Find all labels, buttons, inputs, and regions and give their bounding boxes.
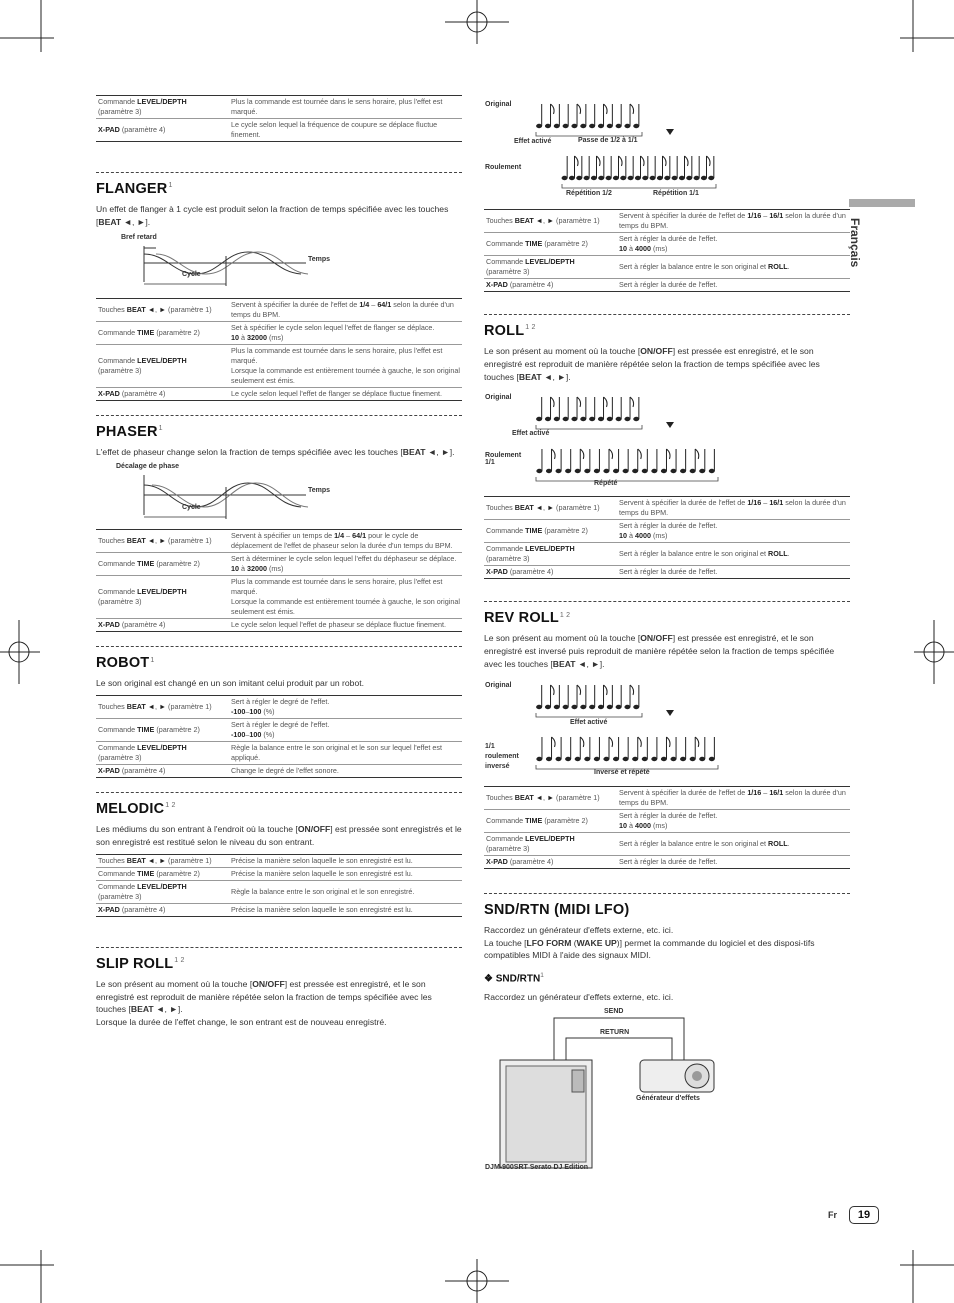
flanger-wave (96, 234, 462, 292)
note-glyph (642, 449, 648, 473)
param-control: Commande LEVEL/DEPTH (paramètre 3) (484, 832, 613, 855)
melodic-param-table (96, 854, 462, 917)
slip-roll-section (96, 947, 462, 972)
param-row (96, 96, 462, 119)
param-description: Règle la balance entre le son original et le son enregistré. (225, 880, 462, 903)
note-glyph (556, 449, 562, 473)
param-description: Sert à régler la durée de l'effet. 10 à 4000 (ms) (613, 520, 850, 543)
param-control: Touches BEAT ◄, ► (paramètre 1) (96, 696, 225, 719)
note-glyph (624, 397, 633, 421)
snd-rtn-section (484, 893, 850, 918)
note-glyph (624, 104, 633, 128)
note-glyph (594, 737, 600, 761)
note-glyph (584, 737, 590, 761)
param-description: Set à spécifier le cycle selon lequel l'effet de flanger se déplace. 10 à 32000 (ms) (225, 321, 462, 344)
param-description: Plus la commande est tournée dans le sens horaire, plus l'effet est marqué. Lorsque la commande est entièrement tournée à gauche, le son original seulement est émis. (225, 576, 462, 619)
note-glyph (694, 156, 700, 180)
note-glyph (606, 156, 612, 180)
note-glyph (563, 104, 569, 128)
note-glyph (679, 156, 688, 180)
rev-fig-original: Original (485, 681, 512, 689)
param-row (484, 279, 850, 292)
note-glyph (650, 156, 656, 180)
flanger-fig-label: Bref retard (121, 233, 157, 241)
robot-section (96, 646, 462, 671)
note-glyph (699, 737, 705, 761)
note-glyph (661, 449, 670, 473)
note-glyph (701, 156, 710, 180)
note-glyph (575, 449, 584, 473)
melodic-text: Les médiums du son entrant à l'endroit où la touche [ON/OFF] est pressée sont enregistrés et le son enregistré est restitué selon le niveau du son entrant. (96, 824, 462, 847)
snd-rtn-subhead: ❖ SND/RTN$^1$ (484, 972, 544, 985)
flanger-diagram (96, 234, 462, 292)
param-control: X-PAD (paramètre 4) (96, 387, 225, 400)
param-control: Commande LEVEL/DEPTH (paramètre 3) (96, 576, 225, 619)
rev-fig-roulement: 1/1 roulement inversé (485, 742, 519, 770)
param-description: Plus la commande est tournée dans le sens horaire, plus l'effet est marqué. Lorsque la commande est entièrement tournée à gauche, le son original seulement est émis. (225, 344, 462, 387)
note-glyph (565, 449, 571, 473)
note-glyph (594, 449, 600, 473)
param-control: Commande TIME (paramètre 2) (484, 233, 613, 256)
note-glyph (709, 737, 715, 761)
roll-title: $ROLL^{1 2}$ (484, 323, 536, 339)
note-glyph (633, 685, 639, 709)
param-row (96, 553, 462, 576)
param-description: Le cycle selon lequel l'effet de phaseur se déplace fluctue finement. (225, 619, 462, 632)
note-glyph (607, 397, 613, 421)
generator-label: Générateur d'effets (636, 1095, 700, 1103)
note-glyph (651, 449, 657, 473)
note-glyph (584, 449, 590, 473)
roll-fig-repete: Répété (594, 480, 618, 488)
param-description: Précise la manière selon laquelle le son enregistré est lu. (225, 854, 462, 867)
param-control: Commande TIME (paramètre 2) (96, 321, 225, 344)
param-description: Sert à régler la balance entre le son original et ROLL. (613, 543, 850, 566)
note-glyph (598, 104, 607, 128)
note-glyph (670, 449, 676, 473)
note-glyph (613, 737, 619, 761)
note-glyph (589, 685, 595, 709)
note-glyph (651, 737, 657, 761)
note-bracket (536, 765, 718, 769)
param-row (96, 619, 462, 632)
param-description: Précise la manière selon laquelle le son enregistré est lu. (225, 903, 462, 916)
param-row (96, 854, 462, 867)
phaser-text: L'effet de phaseur change selon la fraction de temps spécifiée avec les touches [BEAT ◄, ►]. (96, 446, 455, 457)
note-glyph (607, 685, 613, 709)
slip-roll-text: Le son présent au moment où la touche [ON/OFF] est pressée est enregistré, et le son enregistré est reproduit de manière répétée selon la fraction de temps spécifiée avec les touches [BEAT ◄, ►]. Lorsque la durée de l'effet change, le son entrant est de nouveau enregistré. (96, 978, 432, 1028)
param-row (96, 298, 462, 321)
send-label: SEND (604, 1008, 624, 1016)
slip-fig-rep11: Répétition 1/1 (653, 190, 699, 197)
note-glyph (624, 685, 633, 709)
param-row (96, 880, 462, 903)
note-glyph (580, 397, 586, 421)
phaser-param-table (96, 529, 462, 632)
slip-fig-passe: Passe de 1/2 à 1/1 (578, 137, 638, 144)
note-glyph (589, 104, 595, 128)
note-glyph (536, 397, 542, 421)
note-glyph (563, 685, 569, 709)
flanger-section (96, 172, 462, 197)
param-description: Change le degré de l'effet sonore. (225, 765, 462, 778)
mixer-device (500, 1060, 592, 1168)
snd-rtn-diagram (484, 1008, 850, 1178)
top-param-table (96, 95, 462, 142)
note-glyph (571, 397, 580, 421)
note-bracket (536, 425, 642, 429)
roll-fig-original: Original (485, 394, 512, 402)
note-glyph (635, 156, 644, 180)
roll-section (484, 314, 850, 339)
roll-text: Le son présent au moment où la touche [ON/OFF] est pressée est enregistré, et le son enregistré est reproduit de manière répétée selon la fraction de temps spécifiée avec les touches [BEAT ◄, ►]. (484, 346, 820, 382)
language-tab-bar (849, 199, 915, 207)
rev-roll-section (484, 601, 850, 626)
note-glyph (563, 397, 569, 421)
note-glyph (623, 449, 629, 473)
param-control: Commande LEVEL/DEPTH (paramètre 3) (96, 344, 225, 387)
page-number: 19 (849, 1206, 879, 1224)
phaser-fig-label: Décalage de phase (116, 463, 180, 471)
note-glyph (613, 449, 619, 473)
slip-param-table (484, 209, 850, 292)
left-column (96, 95, 462, 1034)
param-description: Sert à régler la balance entre le son original et ROLL. (613, 832, 850, 855)
rev-roll-param-table (484, 786, 850, 869)
roll-fig-roulement: Roulement 1/1 (485, 452, 522, 467)
note-bracket (536, 132, 642, 136)
param-row (484, 210, 850, 233)
note-glyph (709, 449, 715, 473)
param-control: Touches BEAT ◄, ► (paramètre 1) (484, 497, 613, 520)
param-control: X-PAD (paramètre 4) (96, 765, 225, 778)
param-row (96, 344, 462, 387)
note-glyph (661, 737, 670, 761)
snd-rtn-text: Raccordez un générateur d'effets externe, etc. ici. La touche [LFO FORM (WAKE UP)] permet la commande du logiciel et des disposi-tifs compatibles MIDI à l'aide des signaux MIDI. (484, 924, 815, 961)
param-description: Sert à régler la durée de l'effet. (613, 279, 850, 292)
note-glyph (536, 104, 542, 128)
param-row (96, 867, 462, 880)
note-glyph (589, 397, 595, 421)
note-glyph (603, 449, 612, 473)
note-glyph (603, 737, 612, 761)
param-control: Commande TIME (paramètre 2) (484, 520, 613, 543)
note-glyph (545, 397, 554, 421)
param-row (484, 809, 850, 832)
param-description: Sert à régler le degré de l'effet. -100–100 (%) (225, 696, 462, 719)
down-arrow-icon (666, 710, 674, 716)
param-row (96, 742, 462, 765)
note-glyph (642, 737, 648, 761)
param-description: Sert à régler le degré de l'effet. -100–100 (%) (225, 719, 462, 742)
slip-fig-roulement: Roulement (485, 164, 522, 171)
param-control: Commande LEVEL/DEPTH (paramètre 3) (96, 96, 225, 119)
param-description: Règle la balance entre le son original et le son sur lequel l'effet est appliqué. (225, 742, 462, 765)
note-bracket (536, 713, 642, 717)
slip-fig-original: Original (485, 101, 512, 108)
note-glyph (690, 449, 699, 473)
note-glyph (580, 685, 586, 709)
note-glyph (628, 156, 634, 180)
footer-language: Fr (828, 1210, 837, 1220)
note-glyph (613, 156, 622, 180)
note-glyph (598, 685, 607, 709)
param-description: Sert à régler la durée de l'effet. 10 à 4000 (ms) (613, 809, 850, 832)
phaser-wave (96, 463, 462, 525)
param-control: Commande TIME (paramètre 2) (96, 553, 225, 576)
param-description: Plus la commande est tournée dans le sens horaire, plus l'effet est marqué. (225, 96, 462, 119)
param-control: Commande TIME (paramètre 2) (484, 809, 613, 832)
param-description: Servent à spécifier la durée de l'effet de 1/16 – 16/1 selon la durée d'un temps du BPM. (613, 786, 850, 809)
param-control: Commande LEVEL/DEPTH (paramètre 3) (484, 256, 613, 279)
slip-roll-title: SLIP $ROLL^{1 2}$ (96, 955, 185, 972)
param-control: X-PAD (paramètre 4) (484, 279, 613, 292)
note-glyph (546, 449, 555, 473)
flanger-text: Un effet de flanger à 1 cycle est produit selon la fraction de temps spécifiée avec les touches [BEAT ◄, ►]. (96, 204, 449, 227)
param-control: X-PAD (paramètre 4) (96, 619, 225, 632)
robot-text: Le son original est changé en un son imitant celui produit par un robot. (96, 678, 365, 689)
mixer-label: DJM-900SRT Serato DJ Edition (485, 1164, 589, 1172)
phaser-diagram (96, 463, 462, 525)
flanger-title: FLANGER$^1$ (96, 181, 173, 197)
param-row (96, 387, 462, 400)
phaser-fig-cycle: Cycle (182, 504, 201, 512)
note-glyph (546, 737, 555, 761)
param-row (484, 786, 850, 809)
note-glyph (545, 104, 554, 128)
note-glyph (569, 156, 578, 180)
param-row (96, 530, 462, 553)
note-glyph (584, 156, 590, 180)
param-control: Touches BEAT ◄, ► (paramètre 1) (96, 854, 225, 867)
param-control: Commande LEVEL/DEPTH (paramètre 3) (96, 742, 225, 765)
roll-diagram (484, 388, 850, 492)
connection-diagram (484, 1008, 850, 1178)
param-row (484, 520, 850, 543)
param-description: Sert à régler la balance entre le son original et ROLL. (613, 256, 850, 279)
param-control: Commande TIME (paramètre 2) (96, 719, 225, 742)
param-control: Commande LEVEL/DEPTH (paramètre 3) (96, 880, 225, 903)
note-glyph (575, 737, 584, 761)
note-glyph (580, 104, 586, 128)
param-row (96, 765, 462, 778)
phaser-fig-time: Temps (308, 487, 331, 495)
note-glyph (632, 449, 641, 473)
note-glyph (616, 397, 622, 421)
param-row (96, 119, 462, 142)
param-description: Précise la manière selon laquelle le son enregistré est lu. (225, 867, 462, 880)
note-glyph (632, 737, 641, 761)
rev-roll-notes (484, 676, 850, 782)
note-glyph (623, 737, 629, 761)
param-control: Touches BEAT ◄, ► (paramètre 1) (484, 786, 613, 809)
param-row (484, 256, 850, 279)
rev-roll-title: REV $ROLL^{1 2}$ (484, 610, 571, 627)
language-tab-label: Français (848, 218, 862, 268)
note-glyph (598, 397, 607, 421)
note-glyph (657, 156, 666, 180)
snd-rtn-title: SND/RTN (MIDI LFO) (484, 901, 630, 918)
note-glyph (680, 449, 686, 473)
param-control: X-PAD (paramètre 4) (96, 903, 225, 916)
param-description: Sert à régler la durée de l'effet. (613, 855, 850, 868)
flanger-param-table (96, 298, 462, 401)
roll-param-table (484, 496, 850, 579)
right-column (484, 95, 850, 1178)
note-glyph (536, 685, 542, 709)
note-glyph (616, 104, 622, 128)
melodic-section (96, 792, 462, 817)
param-row (484, 497, 850, 520)
flanger-fig-time: Temps (308, 255, 331, 263)
param-row (96, 696, 462, 719)
phaser-title: PHASER$^1$ (96, 423, 163, 440)
note-glyph (556, 737, 562, 761)
roll-notes (484, 388, 850, 492)
down-arrow-icon (666, 129, 674, 135)
param-description: Servent à spécifier la durée de l'effet de 1/16 – 16/1 selon la durée d'un temps du BPM. (613, 497, 850, 520)
note-glyph (554, 397, 560, 421)
param-description: Servent à spécifier un temps de 1/4 – 64/1 pour le cycle de déplacement de l'effet de phaseur selon la durée d'un temps du BPM. (225, 530, 462, 553)
param-description: Le cycle selon lequel l'effet de flanger se déplace fluctue finement. (225, 387, 462, 400)
param-row (484, 566, 850, 579)
param-row (484, 233, 850, 256)
note-glyph (670, 737, 676, 761)
param-row (484, 543, 850, 566)
param-row (484, 855, 850, 868)
rev-fig-inverse: Inversé et répété (594, 768, 650, 776)
note-glyph (571, 685, 580, 709)
param-control: Commande LEVEL/DEPTH (paramètre 3) (484, 543, 613, 566)
flanger-fig-cycle: Cycle (182, 270, 201, 278)
param-control: Commande TIME (paramètre 2) (96, 867, 225, 880)
note-glyph (633, 397, 639, 421)
note-glyph (554, 685, 560, 709)
rev-roll-text: Le son présent au moment où la touche [ON/OFF] est pressée est enregistré, et le son enregistré est inversé puis reproduit de manière répétée selon la fraction de temps spécifiée avec les touches [BEAT ◄, ►]. (484, 633, 835, 669)
robot-title: ROBOT$^1$ (96, 655, 155, 672)
note-bracket (536, 477, 718, 481)
param-row (96, 903, 462, 916)
param-row (96, 576, 462, 619)
note-glyph (616, 685, 622, 709)
param-control: X-PAD (paramètre 4) (484, 566, 613, 579)
param-description: Servent à spécifier la durée de l'effet de 1/16 – 16/1 selon la durée d'un temps du BPM. (613, 210, 850, 233)
note-glyph (633, 104, 639, 128)
slip-roll-diagram (484, 95, 850, 203)
note-glyph (571, 104, 580, 128)
param-row (96, 719, 462, 742)
param-description: Sert à régler la durée de l'effet. (613, 566, 850, 579)
slip-notes (484, 95, 850, 203)
note-glyph (536, 737, 542, 761)
note-glyph (672, 156, 678, 180)
note-glyph (699, 449, 705, 473)
note-glyph (554, 104, 560, 128)
note-glyph (545, 685, 554, 709)
param-row (96, 321, 462, 344)
return-label: RETURN (600, 1029, 630, 1037)
param-control: X-PAD (paramètre 4) (484, 855, 613, 868)
note-glyph (607, 104, 613, 128)
note-glyph (690, 737, 699, 761)
effects-generator-device (640, 1060, 714, 1092)
slip-fig-rep12: Répétition 1/2 (566, 190, 612, 197)
rev-fig-effet: Effet activé (570, 718, 608, 726)
note-glyph (562, 156, 568, 180)
param-control: Touches BEAT ◄, ► (paramètre 1) (484, 210, 613, 233)
snd-rtn-subtext: Raccordez un générateur d'effets externe, etc. ici. (484, 991, 674, 1002)
param-control: Touches BEAT ◄, ► (paramètre 1) (96, 530, 225, 553)
melodic-title: $MELODIC^{1 2}$ (96, 801, 176, 818)
down-arrow-icon (666, 422, 674, 428)
param-control: Touches BEAT ◄, ► (paramètre 1) (96, 298, 225, 321)
robot-param-table (96, 695, 462, 778)
slip-fig-effet: Effet activé (514, 138, 552, 145)
param-description: Servent à spécifier la durée de l'effet de 1/4 – 64/1 selon la durée d'un temps du BPM. (225, 298, 462, 321)
param-description: Sert à déterminer le cycle selon lequel l'effet du déphaseur se déplace. 10 à 32000 (ms) (225, 553, 462, 576)
param-row (484, 832, 850, 855)
roll-fig-effet: Effet activé (512, 430, 550, 438)
param-control: X-PAD (paramètre 4) (96, 119, 225, 142)
param-description: Le cycle selon lequel la fréquence de coupure se déplace fluctue finement. (225, 119, 462, 142)
phaser-section (96, 415, 462, 440)
param-description: Sert à régler la durée de l'effet. 10 à 4000 (ms) (613, 233, 850, 256)
note-glyph (591, 156, 600, 180)
note-glyph (680, 737, 686, 761)
rev-roll-diagram (484, 676, 850, 782)
note-bracket (562, 184, 716, 188)
note-glyph (565, 737, 571, 761)
note-glyph (536, 449, 542, 473)
